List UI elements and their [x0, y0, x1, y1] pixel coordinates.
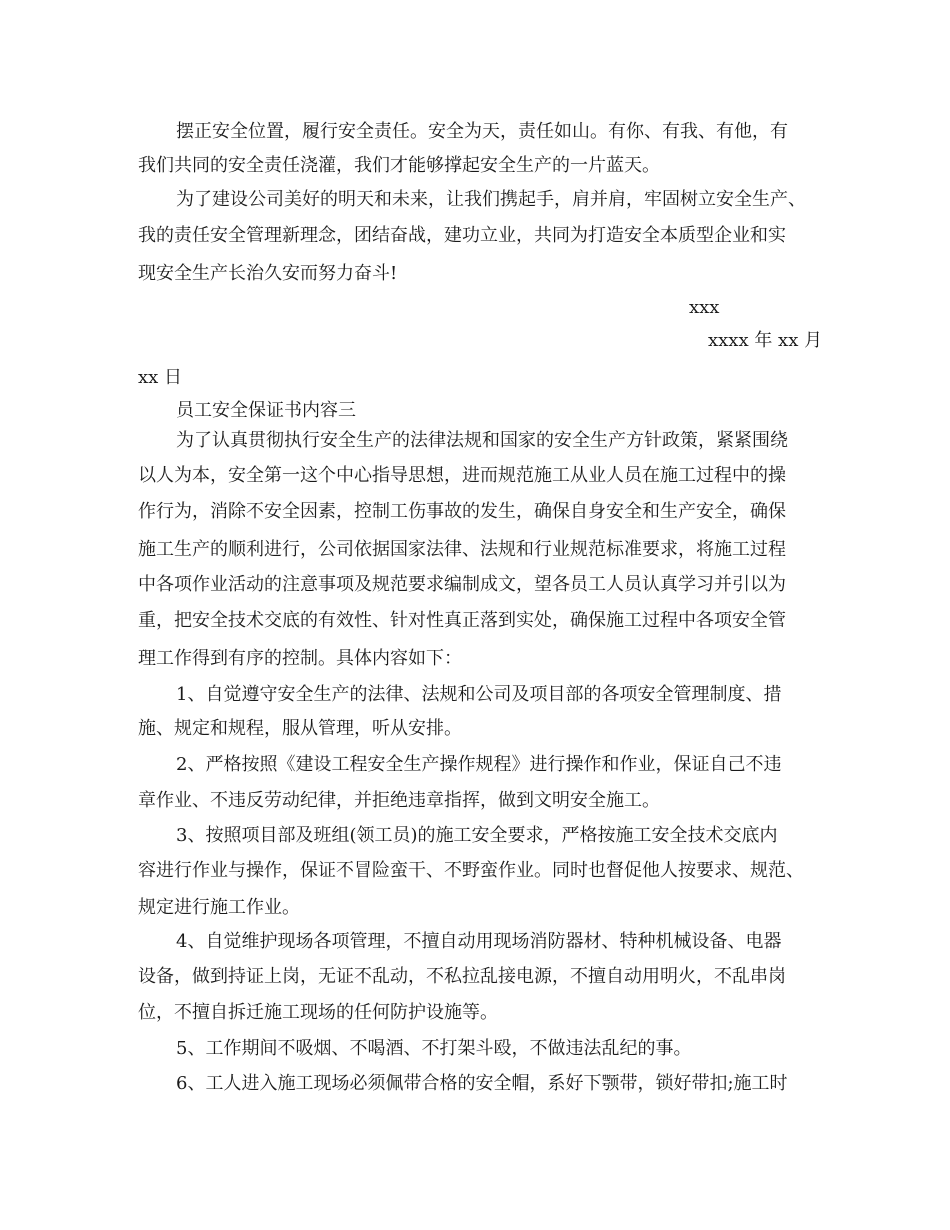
list-item-line: 4、自觉维护现场各项管理，不擅自动用现场消防器材、特种机械设备、电器: [176, 931, 782, 952]
paragraph-line: 我们共同的安全责任浇灌，我们才能够撑起安全生产的一片蓝天。: [138, 155, 660, 176]
signature-date-continued: xx 日: [138, 367, 183, 388]
paragraph-line: 施工生产的顺利进行，公司依据国家法律、法规和行业规范标准要求，将施工过程: [138, 539, 786, 560]
list-item-line: 1、自觉遵守安全生产的法律、法规和公司及项目部的各项安全管理制度、措: [176, 684, 782, 705]
paragraph-line: 理工作得到有序的控制。具体内容如下：: [138, 648, 462, 669]
paragraph-line: 中各项作业活动的注意事项及规范要求编制成文，望各员工人员认真学习并引以为: [138, 574, 786, 595]
section-heading: 员工安全保证书内容三: [176, 400, 356, 421]
paragraph-line: 为了认真贯彻执行安全生产的法律法规和国家的安全生产方针政策，紧紧围绕: [176, 430, 788, 451]
paragraph-line: 作行为，消除不安全因素，控制工伤事故的发生，确保自身安全和生产安全，确保: [138, 501, 786, 522]
list-item-line: 3、按照项目部及班组(领工员)的施工安全要求，严格按施工安全技术交底内: [176, 825, 778, 846]
list-item-line: 章作业、不违反劳动纪律，并拒绝违章指挥，做到文明安全施工。: [138, 790, 660, 811]
list-item-line: 设备，做到持证上岗，无证不乱动，不私拉乱接电源，不擅自动用明火，不乱串岗: [138, 966, 786, 987]
signature-name: xxx: [689, 297, 720, 318]
paragraph-line: 摆正安全位置，履行安全责任。安全为天，责任如山。有你、有我、有他，有: [176, 121, 788, 142]
list-item-line: 6、工人进入施工现场必须佩带合格的安全帽，系好下颚带，锁好带扣;施工时: [176, 1073, 788, 1094]
list-item-line: 位，不擅自拆迁施工现场的任何防护设施等。: [138, 1002, 498, 1023]
paragraph-line: 现安全生产长治久安而努力奋斗!: [138, 263, 398, 284]
signature-date: xxxx 年 xx 月: [708, 330, 823, 351]
list-item-line: 2、严格按照《建设工程安全生产操作规程》进行操作和作业，保证自己不违: [176, 754, 782, 775]
list-item-line: 5、工作期间不吸烟、不喝酒、不打架斗殴，不做违法乱纪的事。: [176, 1038, 692, 1059]
paragraph-line: 我的责任安全管理新理念，团结奋战，建功立业，共同为打造安全本质型企业和实: [138, 225, 786, 246]
paragraph-line: 为了建设公司美好的明天和未来，让我们携起手，肩并肩，牢固树立安全生产、: [176, 189, 806, 210]
paragraph-line: 以人为本，安全第一这个中心指导思想，进而规范施工从业人员在施工过程中的操: [138, 465, 786, 486]
list-item-line: 规定进行施工作业。: [138, 897, 300, 918]
paragraph-line: 重，把安全技术交底的有效性、针对性真正落到实处，确保施工过程中各项安全管: [138, 610, 786, 631]
list-item-line: 施、规定和规程，服从管理，听从安排。: [138, 718, 462, 739]
list-item-line: 容进行作业与操作，保证不冒险蛮干、不野蛮作业。同时也督促他人按要求、规范、: [138, 860, 804, 881]
